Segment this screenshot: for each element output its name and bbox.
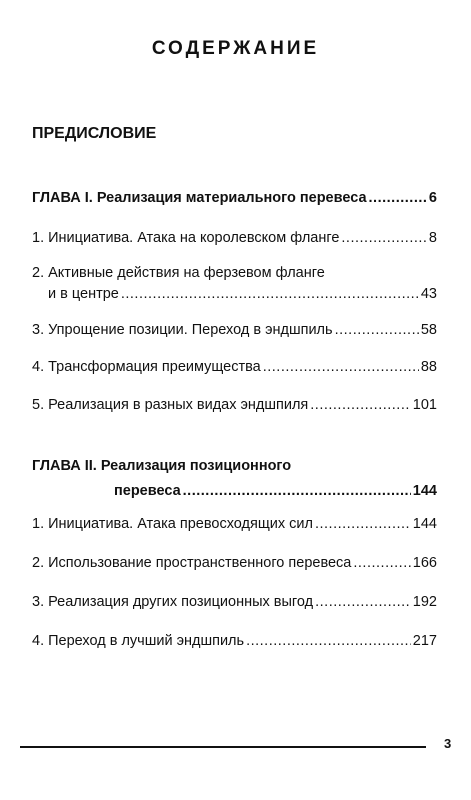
toc-leader-dots bbox=[315, 592, 411, 613]
toc-chapter-2-title-line2: перевеса bbox=[114, 483, 181, 499]
toc-leader-dots bbox=[341, 228, 427, 249]
toc-leader-dots bbox=[353, 553, 410, 574]
toc-item-page: 217 bbox=[412, 633, 437, 649]
toc-item-2-4[interactable] bbox=[32, 631, 437, 652]
toc-chapter-1[interactable] bbox=[32, 188, 437, 209]
toc-leader-dots bbox=[335, 320, 419, 341]
toc-leader-dots bbox=[263, 357, 419, 378]
toc-item-page: 58 bbox=[420, 322, 437, 338]
toc-leader-dots bbox=[183, 481, 411, 502]
toc-item-title-line2: и в центре bbox=[48, 286, 119, 302]
toc-item-1-3[interactable] bbox=[32, 320, 437, 341]
toc-item-page: 192 bbox=[412, 594, 437, 610]
toc-item-title-line1: 2. Активные действия на ферзевом фланге bbox=[32, 265, 325, 281]
toc-item-title: 3. Упрощение позиции. Переход в эндшпиль bbox=[32, 322, 333, 338]
toc-item-title: 1. Инициатива. Атака превосходящих сил bbox=[32, 516, 313, 532]
toc-item-2-2[interactable] bbox=[32, 553, 437, 574]
toc-item-page: 144 bbox=[412, 516, 437, 532]
page-title: СОДЕРЖАНИЕ bbox=[151, 38, 320, 59]
toc-leader-dots bbox=[315, 514, 411, 535]
toc-item-title: 4. Трансформация преимущества bbox=[32, 359, 261, 375]
toc-chapter-1-title: ГЛАВА I. Реализация материального перевеса bbox=[32, 190, 367, 206]
toc-leader-dots bbox=[246, 631, 411, 652]
toc-item-title: 3. Реализация других позиционных выгод bbox=[32, 594, 314, 610]
toc-preface[interactable]: ПРЕДИСЛОВИЕ bbox=[32, 125, 157, 142]
toc-item-title: 5. Реализация в разных видах эндшпиля bbox=[32, 397, 309, 413]
toc-item-page: 8 bbox=[428, 230, 437, 246]
toc-item-1-5[interactable] bbox=[32, 395, 437, 416]
toc-item-2-3[interactable] bbox=[32, 592, 437, 613]
toc-chapter-2[interactable] bbox=[32, 456, 437, 502]
page-number: 3 bbox=[444, 736, 452, 751]
toc-item-title: 2. Использование пространственного перевеса bbox=[32, 555, 352, 571]
toc-item-2-1[interactable] bbox=[32, 514, 437, 535]
toc-item-page: 43 bbox=[420, 286, 437, 302]
toc-leader-dots bbox=[310, 395, 411, 416]
toc-chapter-1-page: 6 bbox=[428, 190, 437, 206]
toc-item-1-4[interactable] bbox=[32, 357, 437, 378]
toc-chapter-2-page: 144 bbox=[412, 483, 437, 499]
toc-chapter-2-title-line1: ГЛАВА II. Реализация позиционного bbox=[32, 458, 292, 474]
toc-item-1-2[interactable] bbox=[32, 263, 437, 305]
toc-leader-dots bbox=[369, 188, 427, 209]
toc-item-page: 166 bbox=[412, 555, 437, 571]
toc-item-title: 4. Переход в лучший эндшпиль bbox=[32, 633, 245, 649]
toc-item-title: 1. Инициатива. Атака на королевском фланге bbox=[32, 230, 340, 246]
toc-item-page: 101 bbox=[412, 397, 437, 413]
toc-item-1-1[interactable] bbox=[32, 228, 437, 249]
footer-rule bbox=[20, 746, 426, 748]
toc-item-page: 88 bbox=[420, 359, 437, 375]
toc-leader-dots bbox=[121, 284, 419, 305]
